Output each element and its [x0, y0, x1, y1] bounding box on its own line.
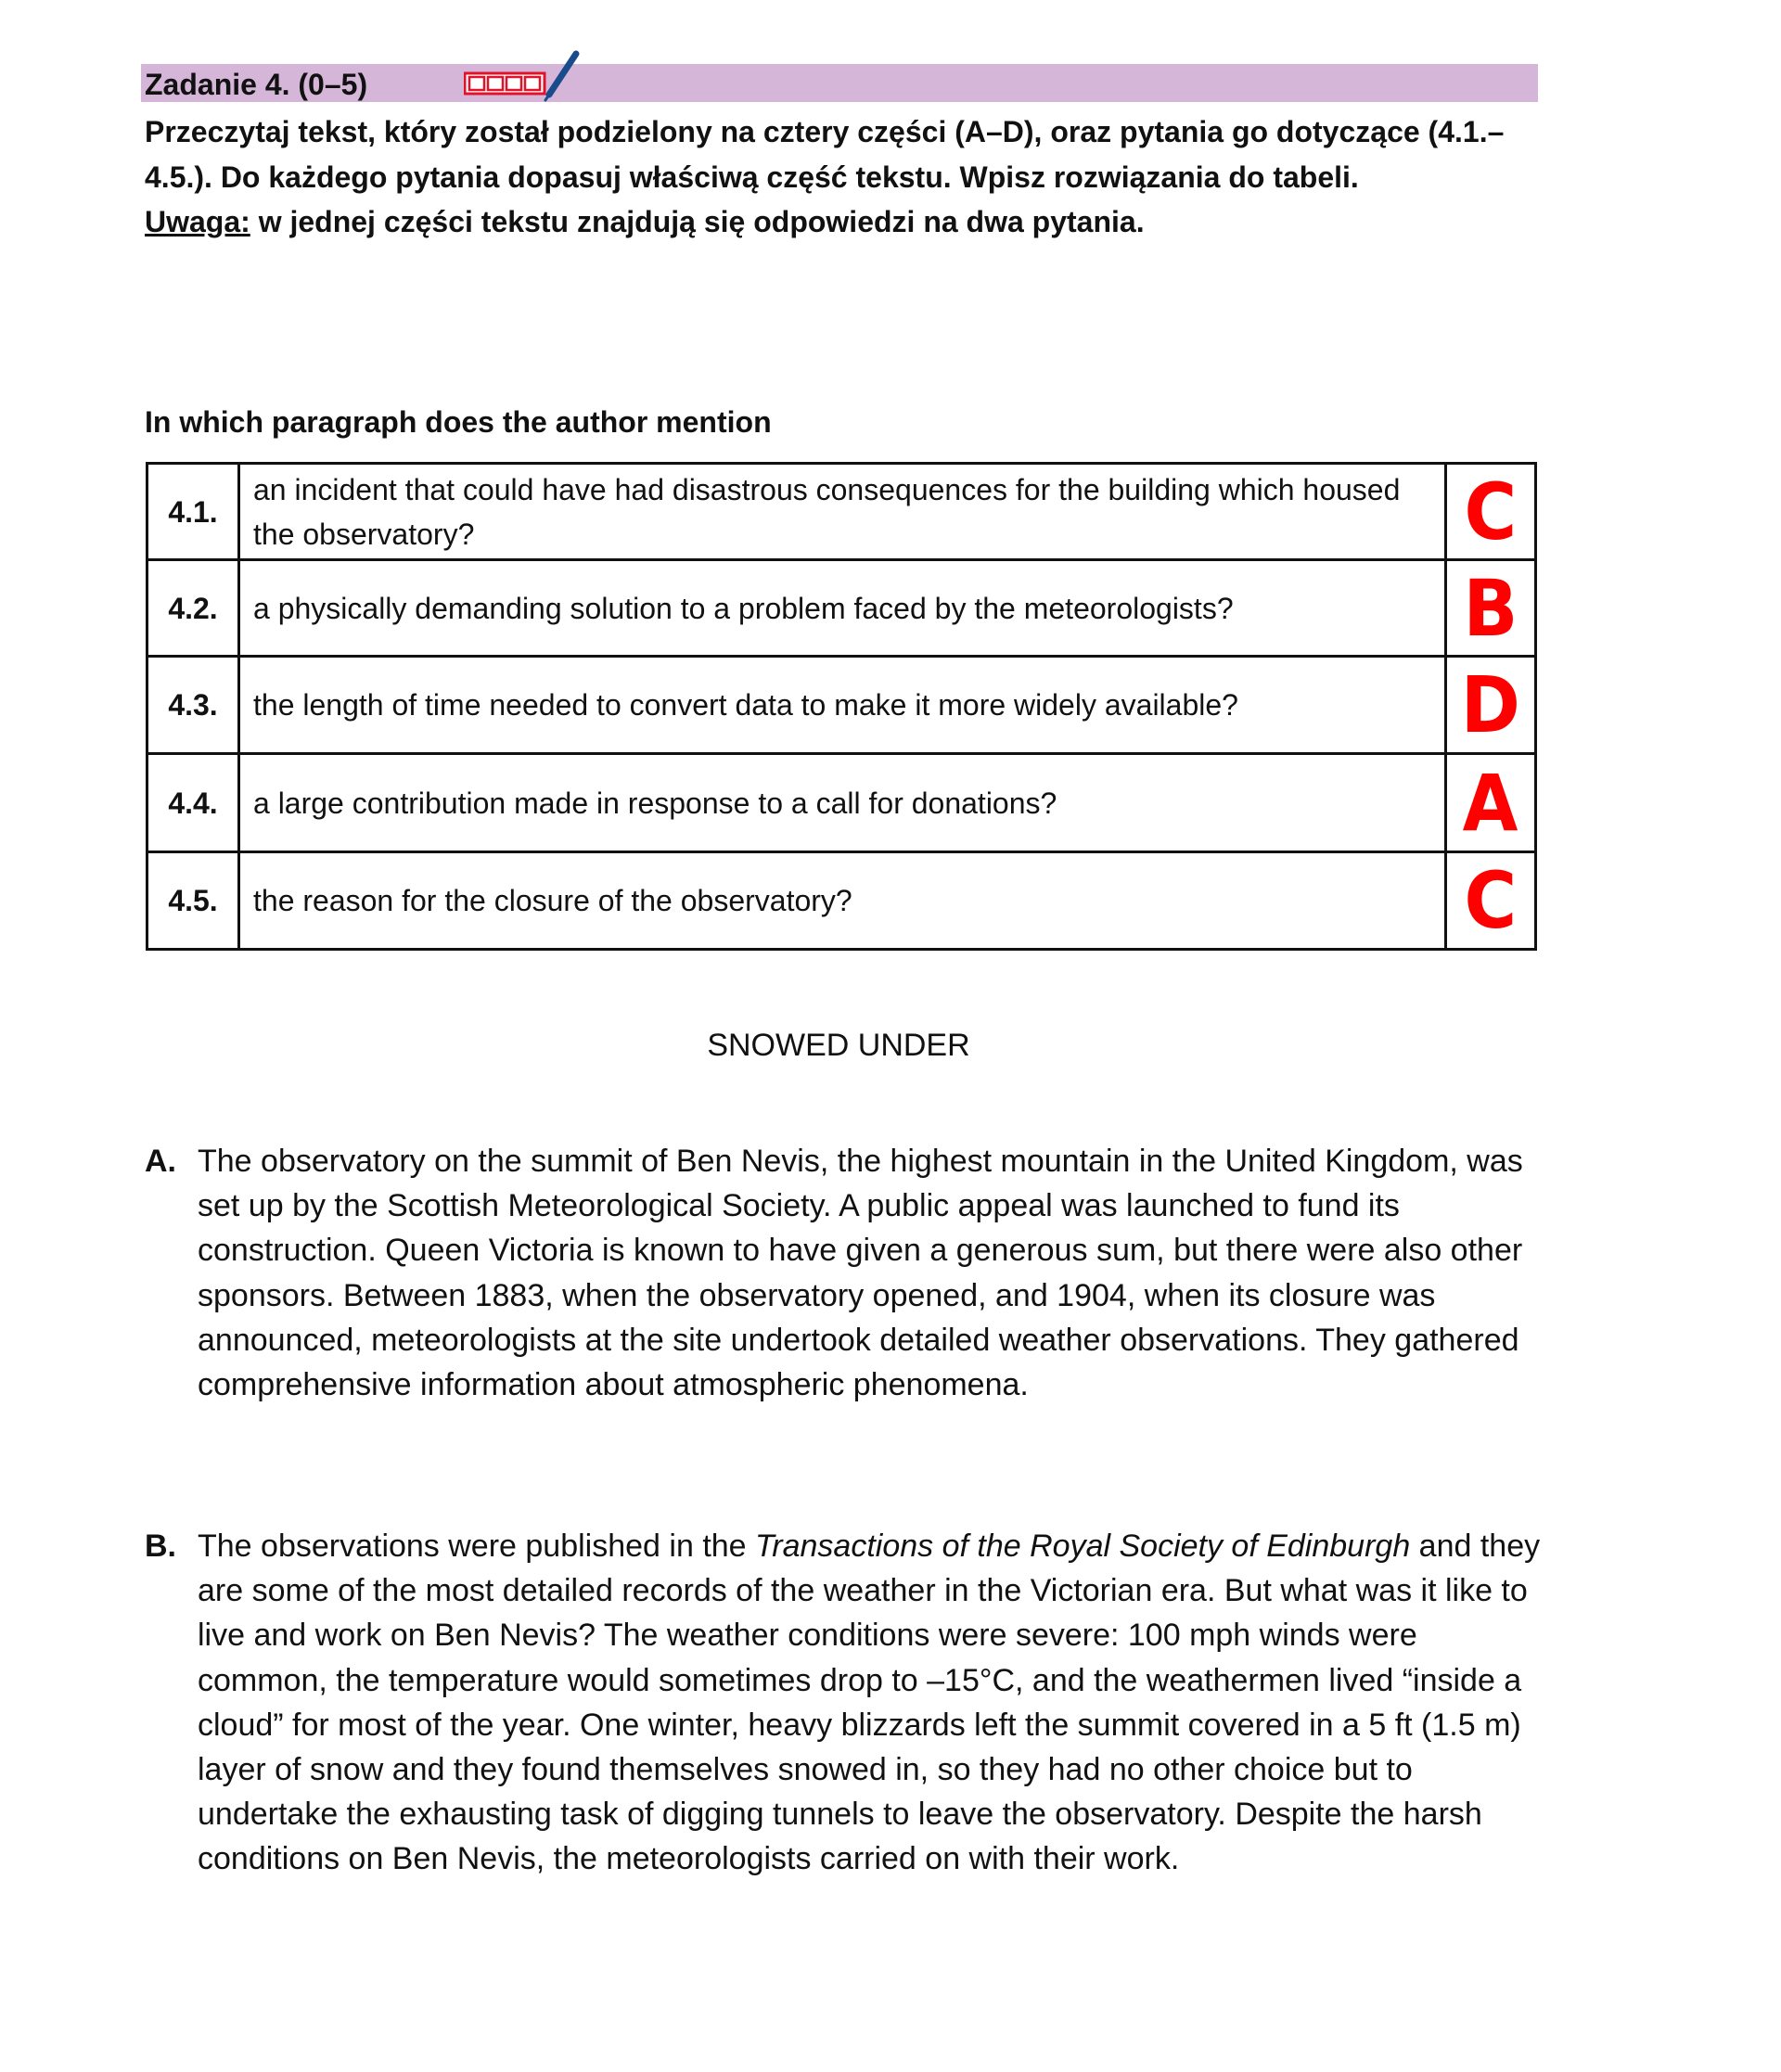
answer-table — [146, 462, 1537, 951]
question-number: 4.1. — [147, 464, 239, 560]
question-text: an incident that could have had disastrous consequences for the building which housed the observatory? — [239, 464, 1446, 560]
paragraph-a — [145, 1139, 1545, 1407]
answer-letter: C — [1464, 855, 1518, 946]
pen-icon — [545, 54, 576, 100]
instructions — [145, 109, 1536, 245]
paragraph-text — [198, 1524, 1545, 1882]
note-label: Uwaga: — [145, 205, 250, 238]
table-row — [147, 754, 1536, 852]
question-text: a physically demanding solution to a problem faced by the meteorologists? — [239, 560, 1446, 657]
paragraph-text-end: and they are some of the most detailed records of the weather in the Victorian era. But what was it like to live and work on Ben Nevis? The weather conditions were severe: 100 mph winds were common, the temperature would sometimes drop to –15°C, and the weathermen lived “inside a cloud” for most of the year. One winter, heavy blizzards left the summit covered in a 5 ft (1.5 m) layer of snow and they found themselves snowed in, so they had no other choice but to undertake the exhausting task of digging tunnels to leave the observatory. Despite the harsh conditions on Ben Nevis, the meteorologists carried on with their work. — [198, 1528, 1541, 1877]
table-row — [147, 852, 1536, 950]
paragraph-text: The observatory on the summit of Ben Nevis, the highest mountain in the United Kingdom, was set up by the Scottish Meteorological Society. A public appeal was launched to fund its construction. Queen Victoria is known to have given a generous sum, but there were also other sponsors. Between 1883, when the observatory opened, and 1904, when its closure was announced, meteorologists at the site undertook detailed weather observations. They gathered comprehensive information about atmospheric phenomena. — [198, 1144, 1523, 1403]
instructions-note — [145, 199, 1536, 245]
paragraph-text-start: The observations were published in the — [198, 1528, 756, 1564]
table-row — [147, 464, 1536, 560]
task-title: Zadanie 4. (0–5) — [145, 68, 368, 101]
publication-title: Transactions of the Royal Society of Edinburgh — [755, 1528, 1411, 1564]
answer-letter: B — [1463, 562, 1518, 654]
paragraph-label: B. — [145, 1528, 176, 1564]
question-number: 4.5. — [147, 852, 239, 950]
answer-cell[interactable] — [1446, 464, 1536, 560]
answer-cell[interactable] — [1446, 560, 1536, 657]
paragraph-label: A. — [145, 1144, 176, 1179]
answer-cell[interactable] — [1446, 657, 1536, 754]
table-row — [147, 657, 1536, 754]
question-text: the length of time needed to convert data to make it more widely available? — [239, 657, 1446, 754]
question-text: a large contribution made in response to a call for donations? — [239, 754, 1446, 852]
answer-letter: D — [1460, 659, 1521, 750]
paragraph-b — [145, 1524, 1545, 1882]
answer-letter: A — [1463, 757, 1518, 849]
question-number: 4.3. — [147, 657, 239, 754]
question-number: 4.2. — [147, 560, 239, 657]
note-text: w jednej części tekstu znajdują się odpowiedzi na dwa pytania. — [250, 205, 1145, 238]
table-row — [147, 560, 1536, 657]
answer-cell[interactable] — [1446, 852, 1536, 950]
answer-letter: C — [1464, 466, 1518, 557]
question-number: 4.4. — [147, 754, 239, 852]
instructions-text: Przeczytaj tekst, który został podzielony na cztery części (A–D), oraz pytania go dotyczące (4.1.–4.5.). Do każdego pytania dopasuj właściwą część tekstu. Wpisz rozwiązania do tabeli. — [145, 115, 1505, 194]
score-boxes-icon — [464, 48, 581, 102]
article-title: SNOWED UNDER — [707, 1028, 970, 1063]
question-heading: In which paragraph does the author mention — [145, 405, 772, 439]
question-text: the reason for the closure of the observatory? — [239, 852, 1446, 950]
answer-cell[interactable] — [1446, 754, 1536, 852]
